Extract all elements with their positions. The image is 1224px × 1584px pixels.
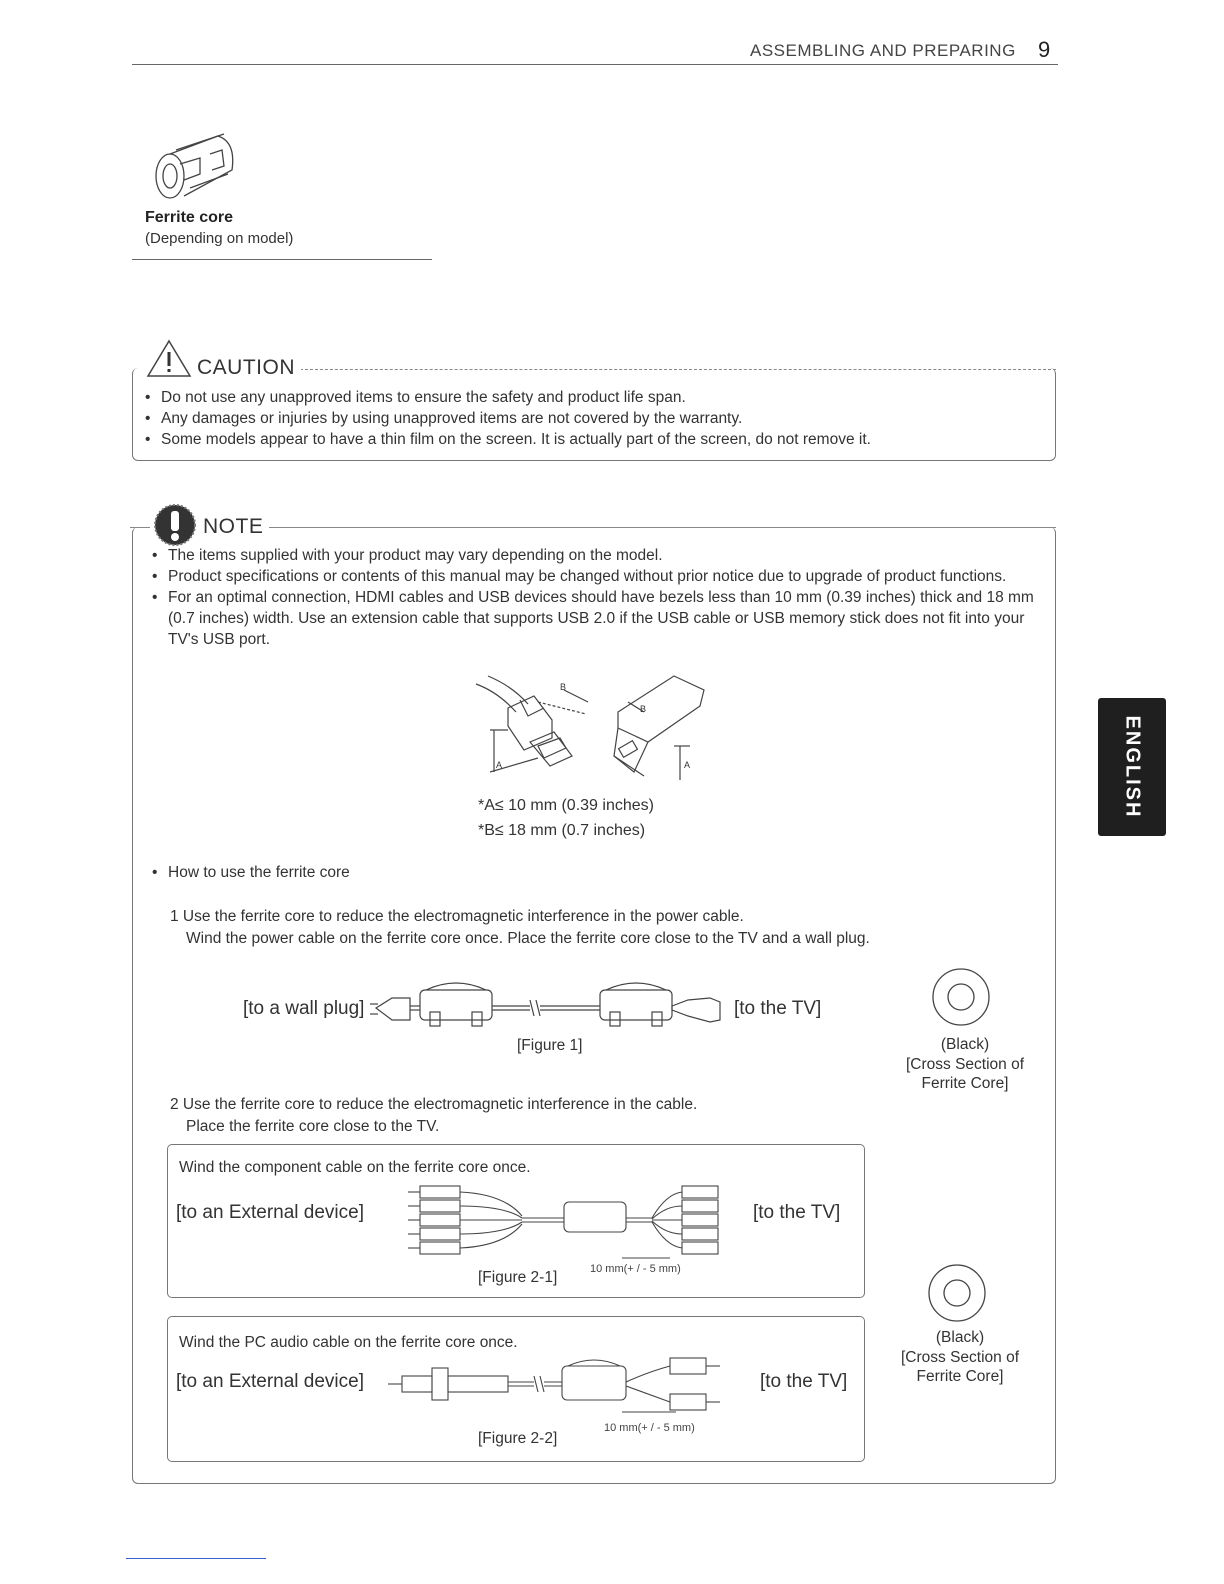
svg-text:B: B <box>560 682 567 692</box>
svg-text:A: A <box>684 760 691 770</box>
bezel-b-spec: *B≤ 18 mm (0.7 inches) <box>478 822 646 839</box>
cross-section-icon <box>926 1262 988 1324</box>
ferrite-core-sublabel: (Depending on model) <box>145 230 294 247</box>
fig22-left-label: [to an External device] <box>176 1371 364 1392</box>
svg-text:A: A <box>496 760 503 770</box>
fig22-right-label: [to the TV] <box>760 1371 848 1392</box>
step2-line2: Place the ferrite core close to the TV. <box>186 1118 440 1135</box>
language-side-tab <box>1098 698 1166 836</box>
warning-triangle-icon <box>145 338 193 380</box>
note-top-rule <box>264 527 1056 528</box>
fig1-caption: [Figure 1] <box>517 1037 583 1054</box>
fig22-pc-audio-cable-illustration <box>386 1354 748 1418</box>
note-left-rule <box>130 527 150 528</box>
how-to-item: • How to use the ferrite core <box>150 862 650 883</box>
caution-top-rule <box>300 369 1056 370</box>
footer-link-line <box>126 1558 266 1559</box>
caution-title: CAUTION <box>197 356 301 380</box>
fig21-right-label: [to the TV] <box>753 1202 841 1223</box>
cross1-label1: [Cross Section of <box>905 1056 1025 1073</box>
note-info-icon <box>152 502 198 548</box>
fig1-power-cable-illustration <box>370 978 730 1030</box>
cross2-label1: [Cross Section of <box>900 1349 1020 1366</box>
note-item: • Product specifications or contents of this manual may be changed without prior notice due to upgrade of product functions. <box>150 566 1040 587</box>
fig21-left-label: [to an External device] <box>176 1202 364 1223</box>
fig21-instruction: Wind the component cable on the ferrite core once. <box>179 1159 531 1176</box>
caution-item: • Some models appear to have a thin film on the screen. It is actually part of the screen, do not remove it. <box>143 429 1043 450</box>
cross1-label2: Ferrite Core] <box>921 1075 1009 1092</box>
step2-line1: 2 Use the ferrite core to reduce the electromagnetic interference in the cable. <box>170 1096 698 1113</box>
section-title: ASSEMBLING AND PREPARING <box>750 41 1016 60</box>
cross1-color: (Black) <box>940 1036 990 1053</box>
fig21-caption: [Figure 2-1] <box>478 1269 558 1286</box>
caution-list <box>143 387 1043 450</box>
fig21-measure: 10 mm(+ / - 5 mm) <box>590 1263 681 1275</box>
fig21-component-cable-illustration <box>404 1180 744 1264</box>
caution-item: • Any damages or injuries by using unapproved items are not covered by the warranty. <box>143 408 1043 429</box>
fig1-left-label: [to a wall plug] <box>243 998 365 1019</box>
note-item: • The items supplied with your product may vary depending on the model. <box>150 545 1040 566</box>
step1-line2: Wind the power cable on the ferrite core once. Place the ferrite core close to the TV and a wall plug. <box>186 930 870 947</box>
ferrite-core-label: Ferrite core <box>145 209 234 226</box>
step1-line1: 1 Use the ferrite core to reduce the electromagnetic interference in the power cable. <box>170 908 744 925</box>
fig1-right-label: [to the TV] <box>734 998 822 1019</box>
hdmi-usb-bezel-illustration <box>468 672 718 788</box>
header-rule <box>132 64 1058 65</box>
ferrite-core-illustration <box>140 128 240 204</box>
fig22-instruction: Wind the PC audio cable on the ferrite core once. <box>179 1334 518 1351</box>
page-number: 9 <box>1038 37 1051 62</box>
note-title: NOTE <box>203 515 269 539</box>
side-tab-label: ENGLISH <box>1121 715 1144 819</box>
note-item: • For an optimal connection, HDMI cables and USB devices should have bezels less than 10 mm (0.39 inches) thick and 18 mm (0.7 inches) width. Use an extension cable that supports USB 2.0 if the USB cable or USB memory stick does not fit into your TV's USB port. <box>150 587 1040 650</box>
bezel-a-spec: *A≤ 10 mm (0.39 inches) <box>478 797 654 814</box>
cross2-color: (Black) <box>935 1329 985 1346</box>
ferrite-rule <box>132 259 432 260</box>
caution-item: • Do not use any unapproved items to ensure the safety and product life span. <box>143 387 1043 408</box>
note-list <box>150 545 1040 650</box>
cross2-label2: Ferrite Core] <box>916 1368 1004 1385</box>
how-to-list <box>150 862 650 883</box>
cross-section-icon <box>930 966 992 1028</box>
fig22-measure: 10 mm(+ / - 5 mm) <box>604 1422 695 1434</box>
svg-text:B: B <box>640 704 647 714</box>
fig22-caption: [Figure 2-2] <box>478 1430 558 1447</box>
